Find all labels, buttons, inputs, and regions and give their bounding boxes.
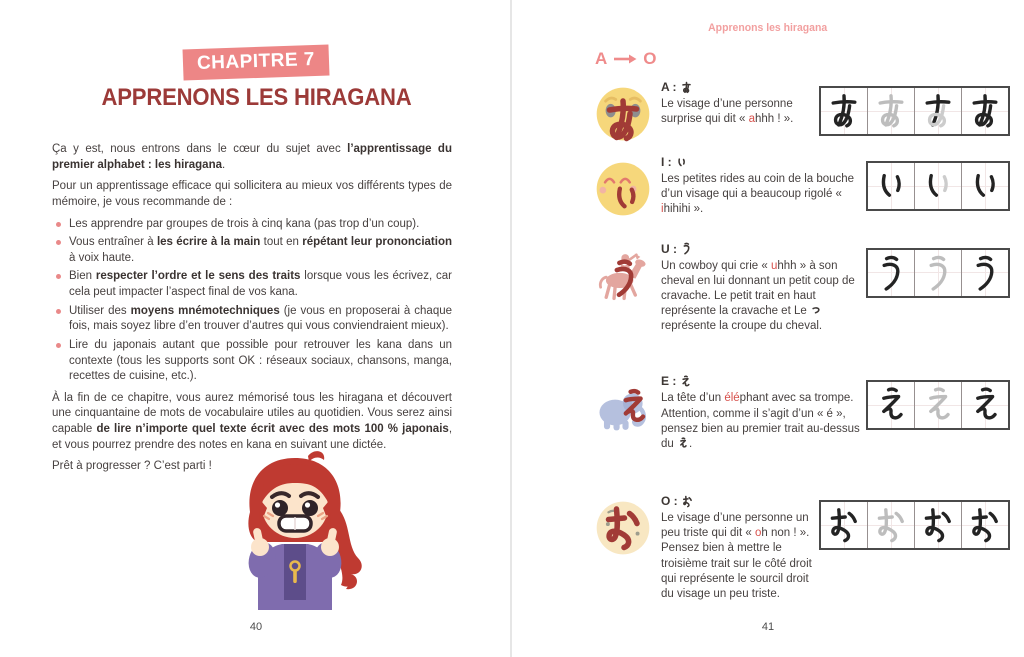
recommendation-item (52, 269, 452, 300)
running-header: Apprenons les hiragana (708, 22, 828, 34)
ready-paragraph: Prêt à progresser ? C’est parti ! (52, 460, 212, 473)
sad-face-icon (595, 500, 651, 556)
kana-rows (595, 80, 1010, 602)
inline-kana-glyph (810, 304, 822, 316)
surprised-face-icon (595, 86, 651, 142)
section-from-letter: A (595, 49, 608, 68)
bullet-icon (56, 240, 61, 245)
kana-row-i (595, 155, 1010, 218)
kana-row-text: Les petites rides au coin de la bouche d’un visage qui a beaucoup rigolé « ihihihi ». (661, 173, 855, 216)
kana-row-label (661, 80, 819, 94)
kana-row-body (661, 80, 819, 127)
practice-cell-gray (867, 502, 914, 548)
section-label-a-to-o (595, 49, 657, 69)
kana-row-a (595, 80, 1010, 142)
label-kana-glyph (680, 242, 693, 255)
practice-boxes (866, 248, 1010, 298)
kana-romaji-letter: U : (661, 241, 677, 256)
kana-romaji-letter: E : (661, 374, 677, 389)
practice-cell-black (914, 502, 961, 548)
elephant-icon (595, 380, 651, 436)
practice-cell-black (868, 382, 914, 428)
practice-boxes (866, 161, 1010, 211)
bullet-text: Bien respecter l’ordre et le sens des traits lorsque vous les écrivez, car cela peut impacter l’aspect final de vos kana. (69, 270, 452, 298)
icon-kana-overlay (613, 387, 653, 427)
section-to-letter: O (643, 49, 657, 68)
girl-thumbs-up-illustration (200, 450, 390, 610)
bullet-text: Lire du japonais autant que possible pour retrouver les kana dans un contexte (tous les supports sont OK : réseaux sociaux, chansons, manga, recettes de cuisine, etc.). (69, 338, 452, 383)
kana-row-label (661, 242, 866, 256)
practice-cell-gray (867, 88, 914, 134)
practice-cell-black (961, 88, 1008, 134)
kana-row-body (661, 374, 866, 452)
kana-row-body (661, 494, 819, 602)
outro-paragraph: À la fin de ce chapitre, vous aurez mémorisé tous les hiragana et découvert une cinquantaine de mots de vocabulaire utiles au quotidien. Vous serez ainsi capable de lire n’importe quel texte écrit avec des mots 100 % japonais, et vous pourrez prendre des notes en kana en suivant une dictée. (52, 391, 453, 451)
practice-cell-black (961, 382, 1008, 428)
practice-cell-black (961, 250, 1008, 296)
mascot-illustration (200, 450, 390, 615)
left-page-number: 40 (249, 621, 263, 633)
kana-row-label (661, 494, 819, 508)
kana-row-o (595, 494, 1010, 602)
kana-row-text: Le visage d’une personne surprise qui dit « ahhh ! ». (661, 98, 794, 126)
practice-boxes (819, 500, 1010, 550)
body-text-column (52, 142, 452, 481)
practice-cell-black (868, 250, 914, 296)
intro-paragraph: Ça y est, nous entrons dans le cœur du sujet avec l’apprentissage du premier alphabet : les hiragana. (52, 143, 452, 171)
laughing-face-icon (595, 161, 651, 217)
right-page (512, 0, 1024, 657)
bullet-icon (56, 309, 61, 314)
label-kana-glyph (675, 156, 688, 169)
recommendation-list (52, 217, 452, 385)
kana-romaji-letter: A : (661, 80, 677, 94)
cowboy-horse-icon (595, 248, 651, 304)
bullet-icon (56, 274, 61, 279)
bullet-text: Vous entraîner à les écrire à la main tout en répétant leur prononciation à voix haute. (69, 236, 452, 264)
kana-romaji-letter: I : (661, 155, 672, 169)
bullet-icon (56, 343, 61, 348)
page-title: APPRENONS LES HIRAGANA (100, 84, 412, 111)
bullet-text: Utiliser des moyens mnémotechniques (je vous en proposerai à chaque fois, mais soyez libre d’en trouver d’autres qui vous conviendraient mieux). (69, 304, 453, 333)
practice-cell-black (868, 163, 914, 209)
kana-row-text: La tête d’un éléphant avec sa trompe. Attention, comme il s’agit d’un « é », pensez bien au premier trait au-dessus du . (661, 392, 860, 450)
label-kana-glyph (681, 495, 694, 508)
right-page-number: 41 (761, 621, 775, 633)
icon-kana-overlay (598, 95, 648, 145)
inline-kana-glyph (677, 437, 689, 449)
kana-romaji-letter: O : (661, 494, 678, 509)
recommendation-item (52, 304, 452, 335)
bullet-icon (56, 222, 61, 227)
practice-cell-partial (914, 163, 961, 209)
kana-row-e (595, 374, 1010, 452)
arrow-right-icon (613, 54, 637, 64)
kana-row-body (661, 242, 866, 335)
practice-cell-black (961, 502, 1008, 548)
practice-cell-gray (914, 250, 961, 296)
memo-paragraph: Pour un apprentissage efficace qui sollicitera au mieux vos différents types de mémoire, je vous recommande de : (52, 180, 452, 208)
label-kana-glyph (679, 375, 692, 388)
kana-row-u (595, 242, 1010, 335)
kana-row-body (661, 155, 866, 218)
practice-cell-black (961, 163, 1008, 209)
kana-row-text: Le visage d’une personne un peu triste qui dit « oh non ! ». Pensez bien à mettre le troisième trait sur le côté droit qui représente le sourcil droit du visage un peu triste. (661, 512, 812, 600)
recommendation-item (52, 235, 452, 266)
practice-cell-black (821, 88, 867, 134)
practice-boxes (819, 86, 1010, 136)
recommendation-item (52, 338, 452, 385)
label-kana-glyph (680, 81, 693, 94)
chapter-badge: CHAPITRE 7 (183, 44, 330, 80)
kana-row-label (661, 374, 866, 388)
practice-cell-gray (914, 382, 961, 428)
kana-row-label (661, 155, 866, 169)
icon-kana-overlay (603, 257, 645, 299)
icon-kana-overlay (598, 503, 648, 553)
practice-cell-partial (914, 88, 961, 134)
practice-cell-black (821, 502, 867, 548)
practice-boxes (866, 380, 1010, 430)
bullet-text: Les apprendre par groupes de trois à cinq kana (pas trop d’un coup). (69, 217, 420, 230)
kana-row-text: Un cowboy qui crie « uhhh » à son cheval en lui donnant un petit coup de cravache. Le petit trait en haut représente la cravache et Le représente la croupe du cheval. (661, 259, 855, 333)
recommendation-item (52, 217, 452, 233)
icon-kana-overlay (608, 180, 644, 216)
